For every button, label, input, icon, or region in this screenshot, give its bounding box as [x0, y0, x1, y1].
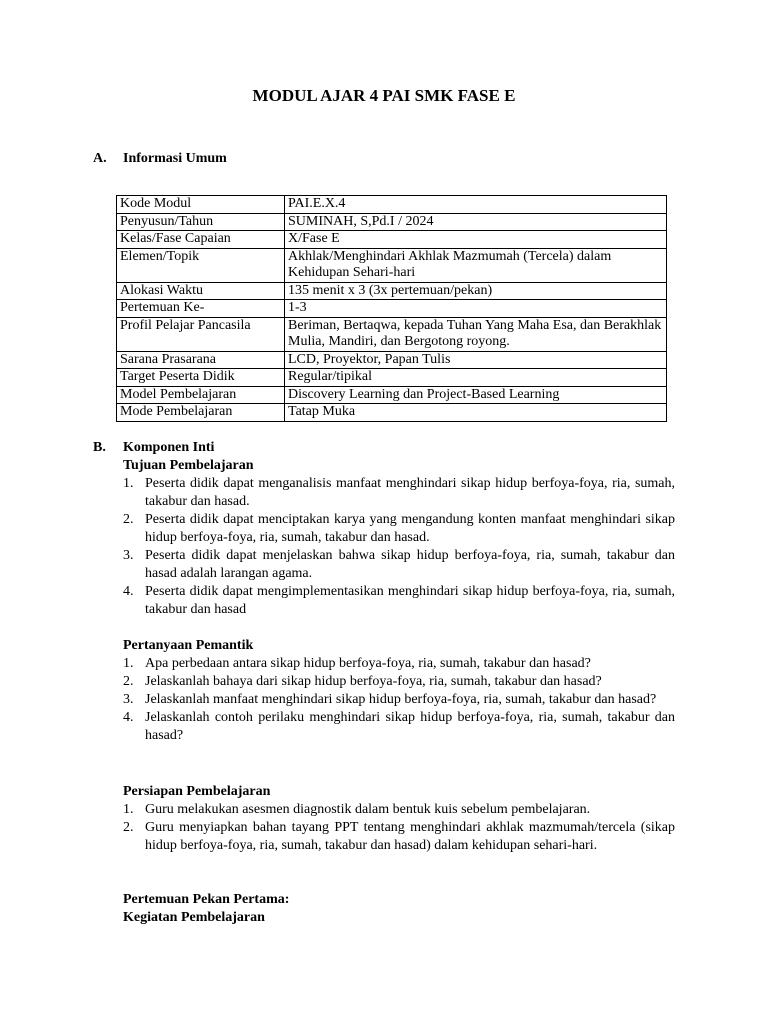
list-item — [123, 655, 675, 673]
table-row — [117, 369, 667, 387]
table-row — [117, 404, 667, 422]
list-item — [123, 801, 675, 819]
kegiatan-heading: Kegiatan Pembelajaran — [123, 910, 265, 925]
table-key: Mode Pembelajaran — [117, 404, 285, 422]
list-number: 2. — [123, 512, 134, 527]
list-number: 4. — [123, 584, 134, 599]
table-row — [117, 317, 667, 351]
list-number: 2. — [123, 674, 134, 689]
list-item — [123, 691, 675, 709]
section-a-title: Informasi Umum — [123, 151, 227, 166]
list-text: Jelaskanlah contoh perilaku menghindari sikap hidup berfoya-foya, ria, sumah, takabur dan hasad? — [145, 710, 675, 743]
document-title: MODUL AJAR 4 PAI SMK FASE E — [252, 86, 516, 105]
table-row — [117, 213, 667, 231]
list-text: Apa perbedaan antara sikap hidup berfoya-foya, ria, sumah, takabur dan hasad? — [145, 656, 591, 671]
table-value: Tatap Muka — [285, 404, 667, 422]
table-key: Model Pembelajaran — [117, 386, 285, 404]
list-number: 1. — [123, 656, 134, 671]
table-row — [117, 231, 667, 249]
table-value: Regular/tipikal — [285, 369, 667, 387]
pemantik-heading: Pertanyaan Pemantik — [123, 638, 254, 653]
table-value: LCD, Proyektor, Papan Tulis — [285, 351, 667, 369]
pekan-pertama-heading: Pertemuan Pekan Pertama: — [123, 892, 290, 907]
table-key: Penyusun/Tahun — [117, 213, 285, 231]
pemantik-list — [123, 655, 675, 745]
list-item — [123, 583, 675, 619]
table-row — [117, 196, 667, 214]
list-text: Peserta didik dapat menganalisis manfaat menghindari sikap hidup berfoya-foya, ria, sumah, takabur dan hasad. — [145, 476, 675, 509]
table-key: Elemen/Topik — [117, 248, 285, 282]
list-text: Guru melakukan asesmen diagnostik dalam bentuk kuis sebelum pembelajaran. — [145, 802, 591, 817]
table-value: 1-3 — [285, 300, 667, 318]
list-number: 4. — [123, 710, 134, 725]
list-item — [123, 547, 675, 583]
persiapan-heading: Persiapan Pembelajaran — [123, 784, 271, 799]
list-item — [123, 709, 675, 745]
list-item — [123, 673, 675, 691]
list-text: Peserta didik dapat menciptakan karya yang mengandung konten manfaat menghindari sikap hidup berfoya-foya, ria, sumah, takabur dan hasad. — [145, 512, 675, 545]
table-value: 135 menit x 3 (3x pertemuan/pekan) — [285, 282, 667, 300]
list-text: Peserta didik dapat menjelaskan bahwa sikap hidup berfoya-foya, ria, sumah, takabur dan hasad adalah larangan agama. — [145, 548, 675, 581]
section-b-letter: B. — [93, 440, 106, 455]
table-value: X/Fase E — [285, 231, 667, 249]
table-key: Target Peserta Didik — [117, 369, 285, 387]
tujuan-list — [123, 475, 675, 619]
list-number: 3. — [123, 548, 134, 563]
table-row — [117, 282, 667, 300]
table-value: Discovery Learning dan Project-Based Learning — [285, 386, 667, 404]
list-number: 1. — [123, 802, 134, 817]
table-key: Kode Modul — [117, 196, 285, 214]
section-b-title: Komponen Inti — [123, 440, 215, 455]
table-value: SUMINAH, S,Pd.I / 2024 — [285, 213, 667, 231]
table-key: Profil Pelajar Pancasila — [117, 317, 285, 351]
table-row — [117, 386, 667, 404]
table-key: Alokasi Waktu — [117, 282, 285, 300]
list-text: Jelaskanlah manfaat menghindari sikap hidup berfoya-foya, ria, sumah, takabur dan hasad? — [145, 692, 657, 707]
list-number: 3. — [123, 692, 134, 707]
persiapan-list — [123, 801, 675, 855]
table-key: Pertemuan Ke- — [117, 300, 285, 318]
table-key: Sarana Prasarana — [117, 351, 285, 369]
info-table — [116, 195, 667, 422]
table-value: PAI.E.X.4 — [285, 196, 667, 214]
list-text: Jelaskanlah bahaya dari sikap hidup berfoya-foya, ria, sumah, takabur dan hasad? — [145, 674, 602, 689]
tujuan-heading: Tujuan Pembelajaran — [123, 458, 254, 473]
section-a-letter: A. — [93, 151, 107, 166]
list-number: 1. — [123, 476, 134, 491]
list-item — [123, 819, 675, 855]
list-text: Guru menyiapkan bahan tayang PPT tentang menghindari akhlak mazmumah/tercela (sikap hidup berfoya-foya, ria, sumah, takabur dan hasad) dalam kehidupan sehari-hari. — [145, 820, 675, 853]
list-text: Peserta didik dapat mengimplementasikan menghindari sikap hidup berfoya-foya, ria, sumah, takabur dan hasad — [145, 584, 675, 617]
table-value: Beriman, Bertaqwa, kepada Tuhan Yang Maha Esa, dan Berakhlak Mulia, Mandiri, dan Bergotong royong. — [285, 317, 667, 351]
list-item — [123, 475, 675, 511]
table-row — [117, 300, 667, 318]
table-row — [117, 248, 667, 282]
table-key: Kelas/Fase Capaian — [117, 231, 285, 249]
list-item — [123, 511, 675, 547]
list-number: 2. — [123, 820, 134, 835]
table-value: Akhlak/Menghindari Akhlak Mazmumah (Tercela) dalam Kehidupan Sehari-hari — [285, 248, 667, 282]
table-row — [117, 351, 667, 369]
